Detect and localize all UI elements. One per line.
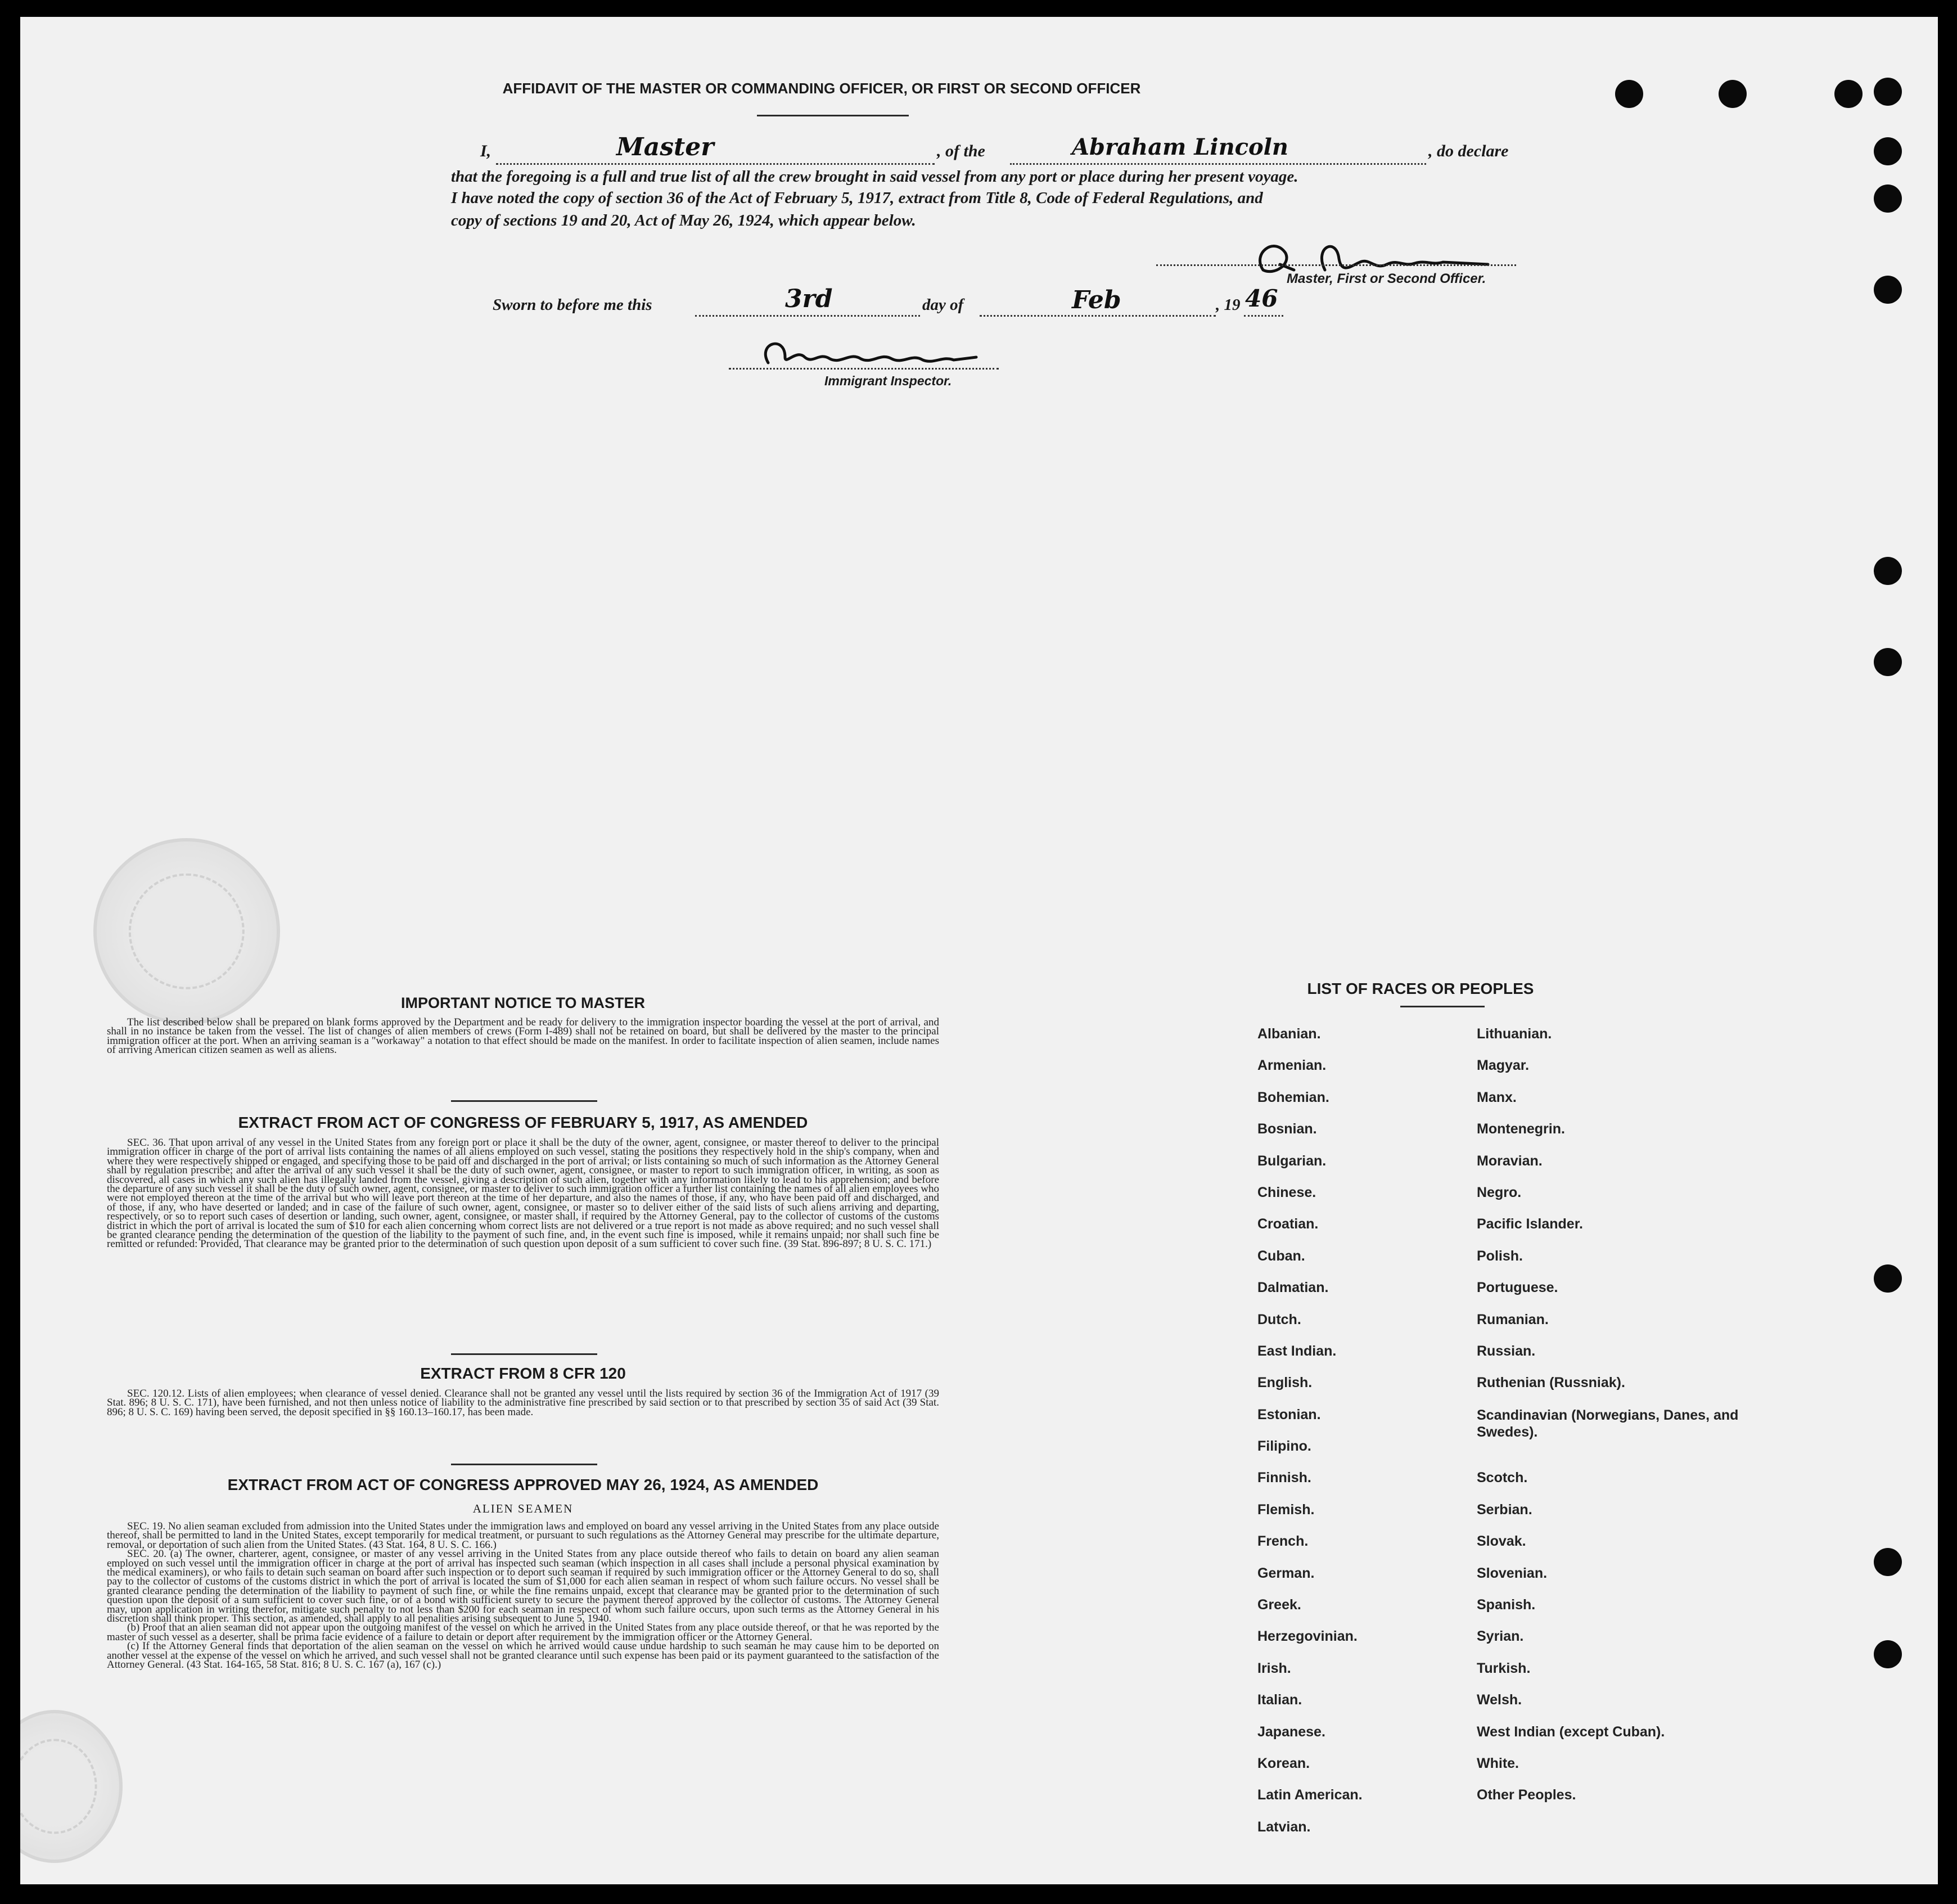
year-prefix-label: , 19	[1216, 296, 1241, 314]
race-item: Flemish.	[1257, 1501, 1315, 1518]
race-item: Magyar.	[1477, 1057, 1530, 1074]
race-item: Cuban.	[1257, 1248, 1305, 1264]
sec-19-paragraph: SEC. 19. No alien seaman excluded from admission into the United States under the immigration laws and employed on board any vessel arriving in the United States from any place outside thereof, shall be permitted to land in the United States, except temporarily for medical treatment, or pursuant to such regulations as the Attorney General may prescribe for the ultimate departure, removal, or deportation of such alien from the United States. (43 Stat. 164, 8 U. S. C. 166.)	[107, 1520, 939, 1551]
sec-20a-paragraph: SEC. 20. (a) The owner, charterer, agent, consignee, or master of any vessel arriving in the United States from any place outside thereof who fails to detain on board any alien seaman employed on such vessel until the immigration officer in charge at the port of arrival has inspected such seaman (which inspection in all cases shall include a personal physical examination by the medical examiners), or who fails to detain such seaman on board after such inspection or to deport such seaman if required by such immigration officer or the Attorney General to do so, shall pay to the collector of customs of the customs district in which the port of arrival is located the sum of $1,000 for each alien seaman in respect of whom such failure occurs. No vessel shall be granted clearance pending the determination of the liability to payment of such fine, or while the fine remains unpaid, except that clearance may be granted prior to the determination of such question upon the deposit of a sum sufficient to cover such fine, or of a bond with sufficient surety to secure the payment thereof approved by the collector of customs. The Attorney General may, upon application in writing therefor, mitigate such penalty to not less than $200 for each seaman in respect of whom such failure occurs, upon such terms as the Attorney General in his discretion shall think proper. This section, as amended, shall apply to all penalities arising subsequent to June 5, 1940.	[107, 1548, 939, 1625]
race-item: Bosnian.	[1257, 1121, 1317, 1137]
binder-hole	[1615, 80, 1643, 108]
race-item: Scandinavian (Norwegians, Danes, and Swedes).	[1477, 1407, 1739, 1440]
race-item: East Indian.	[1257, 1343, 1337, 1359]
binder-hole	[1874, 648, 1902, 676]
rank-handwritten: Master	[616, 133, 714, 161]
binder-hole	[1874, 276, 1902, 304]
section-rule	[451, 1353, 597, 1355]
race-item: Manx.	[1477, 1089, 1517, 1105]
inspector-line	[729, 368, 999, 370]
extract-1924-text	[107, 1522, 939, 1670]
year-field-line	[1244, 315, 1283, 317]
do-declare-label: , do declare	[1428, 142, 1509, 160]
sec-20c-paragraph: (c) If the Attorney General finds that deportation of the alien seaman on the vessel on which he arrived would cause undue hardship to such seaman he may cause him to be deported on another vessel at the expense of the vessel on which he arrived, and such vessel shall not be granted clearance until such expense has been paid or its payment guaranteed to the satisfaction of the Attorney General. (43 Stat. 164-165, 58 Stat. 816; 8 U. S. C. 167 (a), 167 (c).)	[107, 1640, 939, 1671]
binder-hole	[1874, 78, 1902, 106]
binder-hole	[1719, 80, 1747, 108]
signature-line	[1156, 264, 1516, 266]
race-item: Chinese.	[1257, 1184, 1316, 1200]
binder-hole	[1874, 557, 1902, 585]
binder-hole	[1874, 137, 1902, 165]
inspector-signature	[751, 332, 987, 377]
race-item: Latin American.	[1257, 1787, 1363, 1803]
race-item: Spanish.	[1477, 1597, 1536, 1613]
sworn-month-handwritten: Feb	[1072, 286, 1121, 314]
race-item: Irish.	[1257, 1660, 1291, 1676]
binder-hole	[1874, 184, 1902, 213]
race-item: Polish.	[1477, 1248, 1523, 1264]
race-item: Rumanian.	[1477, 1311, 1549, 1327]
race-item: Bohemian.	[1257, 1089, 1329, 1105]
race-item: Turkish.	[1477, 1660, 1531, 1676]
inspector-caption: Immigrant Inspector.	[824, 373, 952, 388]
race-item: Portuguese.	[1477, 1280, 1558, 1296]
declaration-line-2: that the foregoing is a full and true list of all the crew brought in said vessel from any port or place during her present voyage.	[451, 168, 1298, 186]
extract-cfr-text: SEC. 120.12. Lists of alien employees; when clearance of vessel denied. Clearance shall not be granted any vessel until the lists required by section 36 of the Immigration Act of 1917 (39 Stat. 896; 8 U. S. C. 171), have been furnished, and not then unless notice of liability to the administrative fine prescribed by said section or to that prescribed by section 35 of said Act (39 Stat. 896; 8 U. S. C. 169) having been served, the deposit specified in §§ 160.13–160.17, has been made.	[107, 1388, 939, 1418]
race-item: White.	[1477, 1756, 1519, 1771]
extract-1924-title: EXTRACT FROM ACT OF CONGRESS APPROVED MAY 26, 1924, AS AMENDED	[227, 1476, 819, 1493]
race-item: Ruthenian (Russniak).	[1477, 1375, 1625, 1391]
race-item: Lithuanian.	[1477, 1026, 1552, 1042]
race-item: Pacific Islander.	[1477, 1216, 1583, 1232]
race-item: Slovak.	[1477, 1533, 1526, 1550]
race-item: Japanese.	[1257, 1723, 1325, 1740]
signature-caption: Master, First or Second Officer.	[1287, 271, 1486, 286]
sworn-label: Sworn to before me this	[493, 296, 652, 314]
vessel-field-line	[1010, 163, 1426, 165]
race-item: English.	[1257, 1375, 1313, 1391]
section-rule	[451, 1100, 597, 1102]
month-field-line	[980, 315, 1216, 317]
races-title-rule	[1400, 1006, 1485, 1007]
section-rule	[451, 1464, 597, 1465]
race-item: French.	[1257, 1533, 1309, 1550]
day-field-line	[695, 315, 920, 317]
binder-hole	[1874, 1640, 1902, 1668]
races-title: LIST OF RACES OR PEOPLES	[1307, 980, 1534, 997]
race-item: Negro.	[1477, 1184, 1522, 1200]
extract-cfr-title: EXTRACT FROM 8 CFR 120	[420, 1365, 626, 1382]
race-item: German.	[1257, 1565, 1315, 1581]
sworn-day-handwritten: 3rd	[785, 285, 833, 313]
race-item: Finnish.	[1257, 1470, 1311, 1486]
race-item: Filipino.	[1257, 1438, 1311, 1455]
race-item: Italian.	[1257, 1692, 1302, 1708]
declaration-line-3: I have noted the copy of section 36 of the Act of February 5, 1917, extract from Title 8, Code of Federal Regulations, and	[451, 189, 1263, 207]
race-item: Syrian.	[1477, 1628, 1524, 1645]
race-item: Bulgarian.	[1257, 1153, 1327, 1169]
race-item: Welsh.	[1477, 1692, 1522, 1708]
race-item: Estonian.	[1257, 1406, 1321, 1423]
extract-1917-text: SEC. 36. That upon arrival of any vessel in the United States from any foreign port or place it shall be the duty of the owner, agent, consignee, or master thereof to deliver to the principal immigration officer in charge of the port of arrival lists containing the names of all aliens employed on such vessel, stating the positions they respectively hold in the ship's company, when and where they were respectively shipped or engaged, and specifying those to be paid off and discharged in the port of arrival; or lists containing so much of such information as the Attorney General shall by regulation prescribe; and after the arrival of any such vessel it shall be the duty of such owner, agent, consignee, or master to report to such immigration officer, in writing, as soon as discovered, all cases in which any such alien has illegally landed from the vessel, giving a description of such alien, together with any information likely to lead to his apprehension; and before the departure of any such vessel it shall be the duty of such owner, agent, consignee, or master to deliver to such immigration officer a further list containing the names of all alien employees who were not employed thereon at the time of the arrival but who will leave port thereon at the time of her departure, and also the names of those, if any, who have been paid off and discharged, and of those, if any, who have deserted or landed; and in case of the failure of such owner, agent, consignee, or master so to deliver either of the said lists of such aliens arriving and departing, respectively, or so to report such cases of desertion or landing, such owner, agent, consignee, or master shall, if required by the Attorney General, pay to the collector of customs of the customs district in which the port of arrival is located the sum of $10 for each alien concerning whom correct lists are not delivered or a true report is not made as above required; and no such vessel shall be granted clearance pending the determination of the question of the liability to the payment of such fine, and, in the event such fine is imposed, while it remains unpaid; nor shall such fine be remitted or refunded: Provided, That clearance may be granted prior to the determination of such question upon deposit of a sum sufficient to cover such fine. (39 Stat. 896-897; 8 U. S. C. 171.)	[107, 1137, 939, 1250]
alien-seamen-subtitle: ALIEN SEAMEN	[472, 1502, 574, 1515]
extract-1917-title: EXTRACT FROM ACT OF CONGRESS OF FEBRUARY 5, 1917, AS AMENDED	[238, 1114, 808, 1131]
race-item: Other Peoples.	[1477, 1787, 1576, 1803]
race-item: Russian.	[1477, 1343, 1536, 1359]
race-item: Herzegovinian.	[1257, 1628, 1358, 1645]
race-item: Albanian.	[1257, 1026, 1321, 1042]
binder-hole	[1874, 1548, 1902, 1576]
declaration-line-4: copy of sections 19 and 20, Act of May 26, 1924, which appear below.	[451, 211, 916, 229]
sworn-year-handwritten: 46	[1245, 285, 1278, 312]
affidavit-title: AFFIDAVIT OF THE MASTER OR COMMANDING OFFICER, OR FIRST OR SECOND OFFICER	[502, 80, 1141, 97]
notice-title: IMPORTANT NOTICE TO MASTER	[401, 994, 645, 1011]
race-item: Croatian.	[1257, 1216, 1319, 1232]
notice-text: The list described below shall be prepared on blank forms approved by the Department and be ready for delivery to the immigration inspector boarding the vessel at the port of arrival, and shall in no instance be taken from the vessel. The list of changes of alien members of crews (Form I-489) shall not be retained on board, but shall be delivered by the master to the principal immigration officer at the port. When an arriving seaman is a "workaway" a notation to that effect should be made on the manifest. In order to facilitate inspection of alien seamen, include names of arriving American citizen seamen as well as aliens.	[107, 1016, 939, 1056]
race-item: Greek.	[1257, 1597, 1301, 1613]
binder-hole	[1834, 80, 1863, 108]
rank-field-line	[496, 163, 935, 165]
day-of-label: day of	[922, 296, 964, 314]
document-page	[20, 17, 1938, 1884]
races-left-column	[1257, 1018, 1454, 1843]
vessel-handwritten: Abraham Lincoln	[1072, 134, 1288, 160]
sec-20b-paragraph: (b) Proof that an alien seaman did not appear upon the outgoing manifest of the vessel on which he arrived in the United States from any place outside thereof, or that he was reported by the master of such vessel as a deserter, shall be prima facie evidence of a failure to detain or deport after requirement by the immigration officer or the Attorney General.	[107, 1622, 939, 1643]
binder-hole	[1874, 1264, 1902, 1293]
race-item: Serbian.	[1477, 1501, 1532, 1518]
race-item: Moravian.	[1477, 1153, 1543, 1169]
race-item: Dutch.	[1257, 1311, 1301, 1327]
race-item: Slovenian.	[1477, 1565, 1548, 1581]
race-item: Korean.	[1257, 1755, 1310, 1771]
race-item: Montenegrin.	[1477, 1121, 1565, 1137]
race-item: Scotch.	[1477, 1470, 1528, 1486]
race-item: Armenian.	[1257, 1057, 1327, 1074]
embossed-seal	[20, 1710, 123, 1863]
i-label: I,	[480, 142, 491, 160]
race-item: West Indian (except Cuban).	[1477, 1723, 1665, 1740]
race-item: Dalmatian.	[1257, 1280, 1329, 1296]
of-the-label: , of the	[937, 142, 985, 160]
race-item: Latvian.	[1257, 1819, 1311, 1835]
title-rule	[757, 115, 909, 116]
races-right-column	[1477, 1018, 1747, 1811]
